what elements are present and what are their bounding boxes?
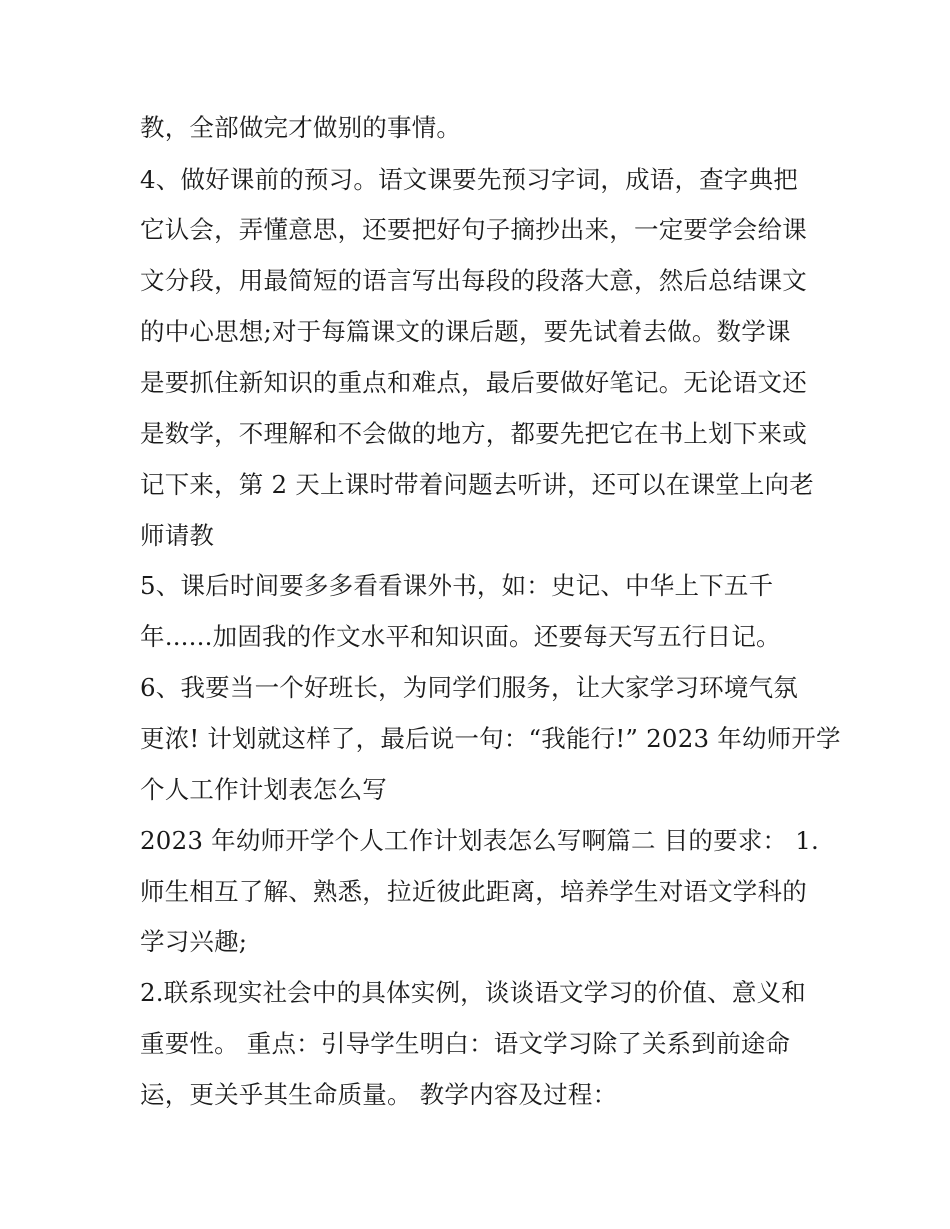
- text-line: 2.联系现实社会中的具体实例，谈谈语文学习的价值、意义和: [140, 978, 806, 1007]
- text-line: 个人工作计划表怎么写: [140, 775, 387, 804]
- text-line: 它认会，弄懂意思，还要把好句子摘抄出来，一定要学会给课: [140, 215, 807, 244]
- text-line: 4、做好课前的预习。语文课要先预习字词，成语，查字典把: [140, 165, 798, 194]
- text-line: 师生相互了解、熟悉，拉近彼此距离，培养学生对语文学科的: [140, 877, 807, 906]
- text-line: 运，更关乎其生命质量。 教学内容及过程：: [140, 1080, 618, 1109]
- text-line: 的中心思想;对于每篇课文的课后题，要先试着去做。数学课: [140, 317, 791, 346]
- text-line: 文分段，用最简短的语言写出每段的段落大意，然后总结课文: [140, 266, 807, 295]
- text-line: 5、课后时间要多多看看课外书，如：史记、中华上下五千: [140, 571, 774, 600]
- text-line: 2023 年幼师开学个人工作计划表怎么写啊篇二 目的要求： 1.: [140, 826, 819, 855]
- text-line: 是数学，不理解和不会做的地方，都要先把它在书上划下来或: [140, 419, 807, 448]
- text-line: 教，全部做完才做别的事情。: [140, 113, 462, 142]
- text-line: 重要性。 重点：引导学生明白：语文学习除了关系到前途命: [140, 1029, 791, 1058]
- text-line: 6、我要当一个好班长，为同学们服务，让大家学习环境气氛: [140, 673, 798, 702]
- text-line: 师请教: [140, 521, 215, 550]
- text-line: 学习兴趣;: [140, 927, 248, 956]
- text-line: 年......加固我的作文水平和知识面。还要每天写五行日记。: [140, 622, 781, 651]
- text-line: 是要抓住新知识的重点和难点，最后要做好笔记。无论语文还: [140, 368, 807, 397]
- text-line: 更浓! 计划就这样了，最后说一句：“我能行!” 2023 年幼师开学: [140, 724, 841, 753]
- text-line: 记下来，第 2 天上课时带着问题去听讲，还可以在课堂上向老: [140, 470, 814, 499]
